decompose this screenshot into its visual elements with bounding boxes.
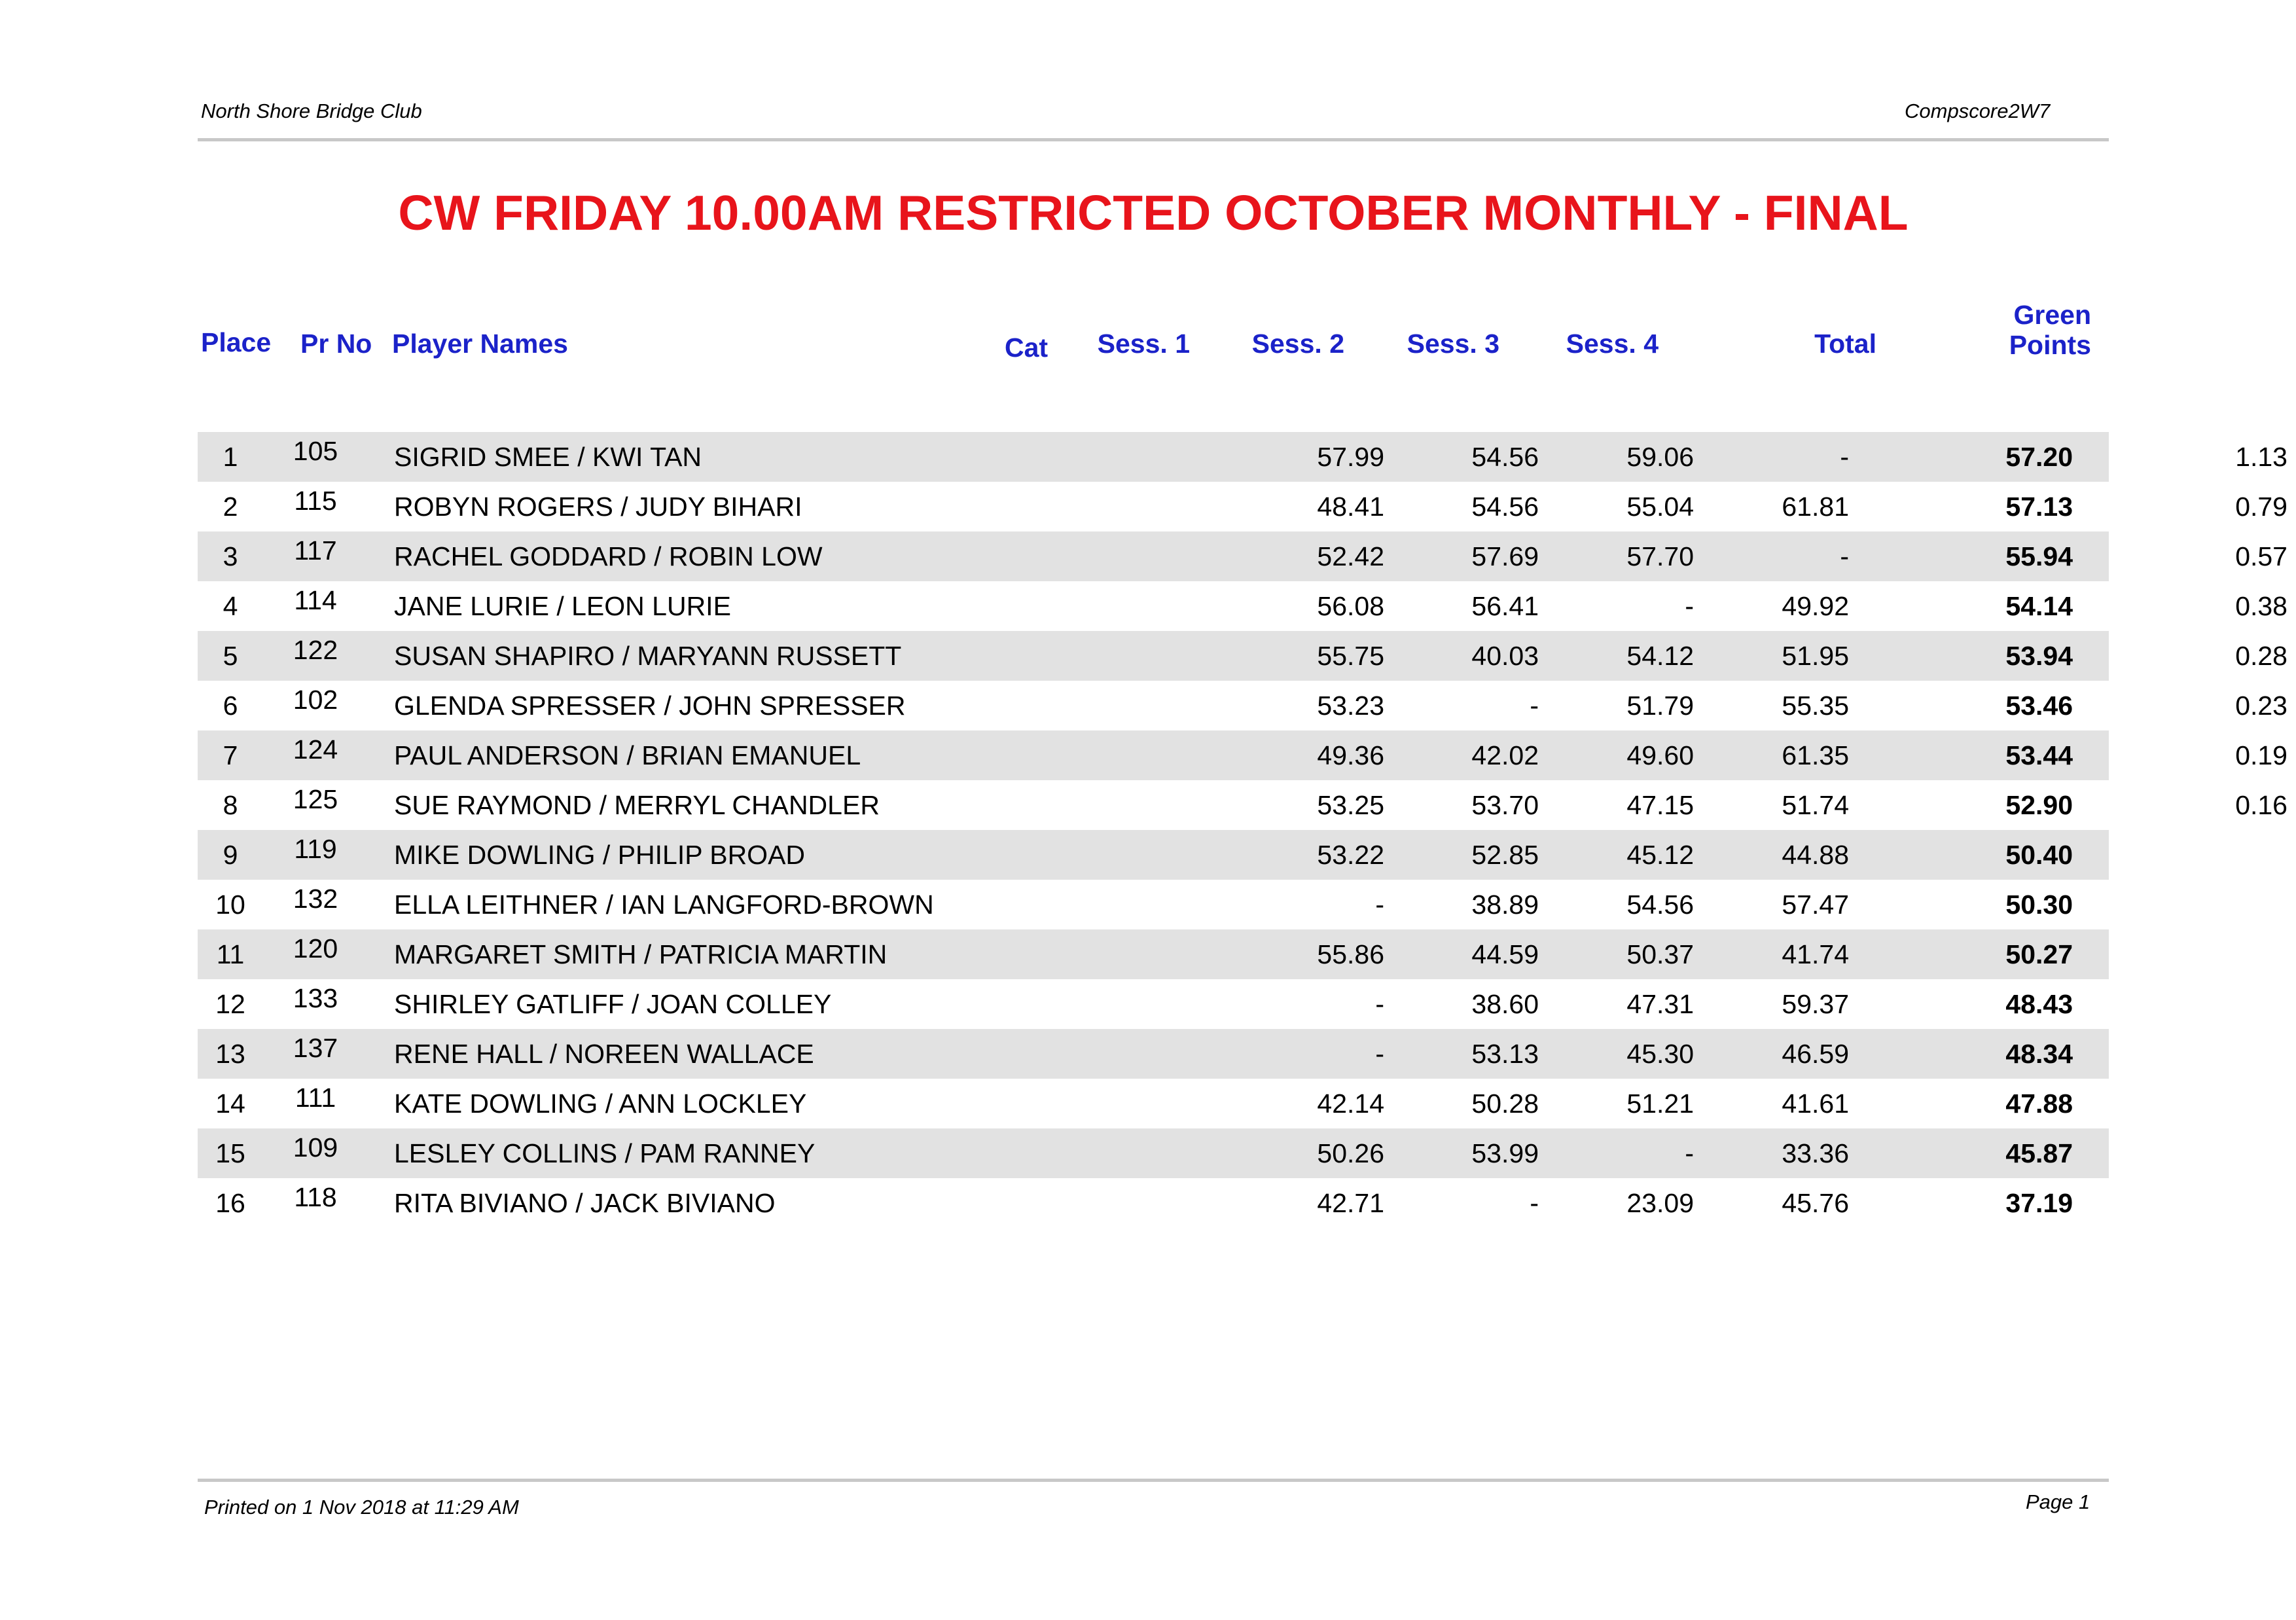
cell-sess1: -	[1375, 1039, 1384, 1069]
cell-cat	[983, 531, 1088, 581]
cell-sess1: 52.42	[1317, 541, 1384, 571]
cell-total: 37.19	[2005, 1188, 2073, 1218]
cell-player-names: RACHEL GODDARD / ROBIN LOW	[394, 541, 823, 571]
page-title: CW FRIDAY 10.00AM RESTRICTED OCTOBER MONTHLY - FINAL	[398, 185, 1909, 240]
cell-sess3: 54.12	[1626, 641, 1694, 671]
cell-cat	[983, 432, 1088, 482]
cell-place: 13	[215, 1039, 245, 1069]
cell-prno: 109	[293, 1132, 338, 1162]
cell-sess4: 45.76	[1782, 1188, 1849, 1218]
cell-green-points: 0.38	[2235, 591, 2287, 621]
cell-sess1: 55.75	[1317, 641, 1384, 671]
cell-sess3: 54.56	[1626, 890, 1694, 920]
cell-sess4: 41.74	[1782, 939, 1849, 969]
cell-player-names: MIKE DOWLING / PHILIP BROAD	[394, 840, 806, 870]
cell-sess3: 23.09	[1626, 1188, 1694, 1218]
cell-player-names: PAUL ANDERSON / BRIAN EMANUEL	[394, 740, 861, 770]
cell-green-points	[2030, 929, 2287, 979]
cell-sess1: -	[1375, 989, 1384, 1019]
cell-prno: 122	[293, 635, 338, 665]
cell-sess3: 49.60	[1626, 740, 1694, 770]
cell-prno: 118	[294, 1182, 337, 1212]
cell-prno: 102	[293, 685, 338, 715]
cell-green-points	[2030, 1178, 2287, 1228]
cell-place: 14	[215, 1089, 245, 1119]
cell-total: 54.14	[2005, 591, 2073, 621]
cell-sess3: 55.04	[1626, 492, 1694, 522]
cell-sess3: 47.15	[1626, 790, 1694, 820]
cell-cat	[983, 1029, 1088, 1079]
cell-sess4: 55.35	[1782, 691, 1849, 721]
cell-cat	[983, 929, 1088, 979]
cell-sess2: 44.59	[1471, 939, 1539, 969]
cell-sess1: 53.22	[1317, 840, 1384, 870]
cell-sess3: -	[1685, 1138, 1694, 1168]
table-row	[198, 581, 2287, 631]
cell-total: 53.94	[2005, 641, 2073, 671]
table-row	[198, 482, 2287, 531]
cell-total: 55.94	[2005, 541, 2073, 571]
cell-sess4: 46.59	[1782, 1039, 1849, 1069]
cell-sess4: 41.61	[1782, 1089, 1849, 1119]
cell-sess2: 53.13	[1471, 1039, 1539, 1069]
cell-sess2: 38.89	[1471, 890, 1539, 920]
col-header-sess3: Sess. 3	[1407, 329, 1499, 359]
col-header-place: Place	[201, 327, 272, 357]
table-row	[198, 1128, 2109, 1178]
cell-sess1: 55.86	[1317, 939, 1384, 969]
col-header-green: Green	[2013, 300, 2091, 330]
cell-cat	[983, 1079, 1088, 1128]
table-row	[198, 929, 2109, 979]
cell-green-points	[2030, 1128, 2287, 1178]
cell-place: 12	[215, 989, 245, 1019]
cell-sess1: 49.36	[1317, 740, 1384, 770]
cell-player-names: SUSAN SHAPIRO / MARYANN RUSSETT	[394, 641, 902, 671]
cell-sess2: 54.56	[1471, 442, 1539, 472]
cell-player-names: ELLA LEITHNER / IAN LANGFORD-BROWN	[394, 890, 934, 920]
cell-sess1: 53.23	[1317, 691, 1384, 721]
cell-sess1: 56.08	[1317, 591, 1384, 621]
cell-player-names: JANE LURIE / LEON LURIE	[394, 591, 731, 621]
cell-prno: 115	[294, 486, 337, 516]
cell-player-names: RITA BIVIANO / JACK BIVIANO	[394, 1188, 776, 1218]
cell-green-points	[2030, 979, 2287, 1029]
cell-green-points	[2030, 880, 2287, 929]
table-row	[198, 681, 2287, 730]
cell-green-points: 1.13	[2235, 442, 2287, 472]
cell-sess3: 51.21	[1626, 1089, 1694, 1119]
cell-prno: 119	[294, 834, 337, 864]
cell-total: 48.34	[2005, 1039, 2073, 1069]
cell-cat	[983, 830, 1088, 880]
cell-prno: 132	[293, 884, 338, 914]
club-name: North Shore Bridge Club	[201, 99, 422, 122]
col-header-sess4: Sess. 4	[1566, 329, 1659, 359]
cell-total: 57.20	[2005, 442, 2073, 472]
cell-cat	[983, 482, 1088, 531]
cell-place: 11	[216, 939, 245, 969]
cell-sess2: 53.70	[1471, 790, 1539, 820]
cell-prno: 114	[294, 585, 337, 615]
cell-sess3: 59.06	[1626, 442, 1694, 472]
cell-place: 5	[223, 641, 238, 671]
cell-prno: 133	[293, 983, 338, 1013]
cell-sess2: 56.41	[1471, 591, 1539, 621]
table-row	[198, 780, 2287, 830]
cell-sess4: 51.95	[1782, 641, 1849, 671]
table-row	[198, 531, 2287, 581]
cell-total: 57.13	[2005, 492, 2073, 522]
col-header-points: Points	[2009, 330, 2091, 360]
cell-total: 45.87	[2005, 1138, 2073, 1168]
cell-green-points	[2030, 1079, 2287, 1128]
cell-prno: 111	[295, 1083, 336, 1113]
cell-place: 8	[223, 790, 238, 820]
cell-player-names: LESLEY COLLINS / PAM RANNEY	[394, 1138, 816, 1168]
printed-date: Printed on 1 Nov 2018 at 11:29 AM	[204, 1496, 519, 1519]
cell-sess2: 54.56	[1471, 492, 1539, 522]
cell-place: 7	[223, 740, 238, 770]
cell-player-names: GLENDA SPRESSER / JOHN SPRESSER	[394, 691, 906, 721]
cell-place: 15	[215, 1138, 245, 1168]
cell-sess2: 40.03	[1471, 641, 1539, 671]
cell-cat	[983, 681, 1088, 730]
col-header-prno: Pr No	[300, 329, 372, 359]
col-header-cat: Cat	[1005, 333, 1049, 363]
cell-sess4: 44.88	[1782, 840, 1849, 870]
cell-player-names: RENE HALL / NOREEN WALLACE	[394, 1039, 814, 1069]
cell-player-names: KATE DOWLING / ANN LOCKLEY	[394, 1089, 807, 1119]
cell-player-names: ROBYN ROGERS / JUDY BIHARI	[394, 492, 802, 522]
cell-sess3: 47.31	[1626, 989, 1694, 1019]
footer-divider	[198, 1479, 2109, 1482]
cell-sess1: 53.25	[1317, 790, 1384, 820]
cell-sess1: 42.71	[1317, 1188, 1384, 1218]
cell-green-points	[2030, 830, 2287, 880]
cell-sess1: 57.99	[1317, 442, 1384, 472]
cell-sess2: 57.69	[1471, 541, 1539, 571]
cell-total: 50.40	[2005, 840, 2073, 870]
cell-total: 53.46	[2005, 691, 2073, 721]
col-header-total: Total	[1814, 329, 1876, 359]
cell-sess4: 49.92	[1782, 591, 1849, 621]
cell-sess3: -	[1685, 591, 1694, 621]
cell-sess4: 33.36	[1782, 1138, 1849, 1168]
cell-sess1: 42.14	[1317, 1089, 1384, 1119]
col-header-sess1: Sess. 1	[1097, 329, 1190, 359]
cell-player-names: SHIRLEY GATLIFF / JOAN COLLEY	[394, 989, 832, 1019]
cell-green-points: 0.57	[2235, 541, 2287, 571]
cell-total: 50.30	[2005, 890, 2073, 920]
cell-sess4: -	[1840, 541, 1849, 571]
cell-prno: 117	[294, 535, 337, 566]
cell-sess2: 38.60	[1471, 989, 1539, 1019]
cell-cat	[983, 631, 1088, 681]
header-divider	[198, 138, 2109, 141]
cell-sess1: 50.26	[1317, 1138, 1384, 1168]
cell-place: 4	[223, 591, 238, 621]
cell-cat	[983, 880, 1088, 929]
table-row	[198, 979, 2109, 1029]
cell-total: 50.27	[2005, 939, 2073, 969]
col-header-sess2: Sess. 2	[1251, 329, 1344, 359]
cell-sess4: 57.47	[1782, 890, 1849, 920]
cell-place: 10	[215, 890, 245, 920]
cell-total: 48.43	[2005, 989, 2073, 1019]
cell-sess1: 48.41	[1317, 492, 1384, 522]
cell-cat	[983, 1128, 1088, 1178]
cell-green-points: 0.79	[2235, 492, 2287, 522]
cell-total: 47.88	[2005, 1089, 2073, 1119]
cell-sess2: 53.99	[1471, 1138, 1539, 1168]
cell-sess4: 61.35	[1782, 740, 1849, 770]
cell-green-points: 0.28	[2235, 641, 2287, 671]
cell-sess4: 59.37	[1782, 989, 1849, 1019]
cell-prno: 124	[293, 734, 338, 765]
table-row	[198, 432, 2287, 482]
col-header-player-names: Player Names	[392, 329, 568, 359]
cell-total: 53.44	[2005, 740, 2073, 770]
cell-green-points: 0.23	[2235, 691, 2287, 721]
cell-prno: 137	[293, 1033, 338, 1063]
cell-sess1: -	[1375, 890, 1384, 920]
cell-cat	[983, 979, 1088, 1029]
cell-green-points: 0.16	[2235, 790, 2287, 820]
table-row	[198, 730, 2287, 780]
cell-place: 3	[223, 541, 238, 571]
table-row	[198, 830, 2109, 880]
page-number: Page 1	[2026, 1490, 2090, 1513]
table-row	[198, 1178, 2109, 1228]
cell-sess2: 52.85	[1471, 840, 1539, 870]
program-name: Compscore2W7	[1905, 99, 2051, 122]
cell-prno: 120	[293, 933, 338, 963]
cell-sess2: -	[1530, 691, 1539, 721]
cell-player-names: MARGARET SMITH / PATRICIA MARTIN	[394, 939, 888, 969]
cell-sess2: -	[1530, 1188, 1539, 1218]
cell-place: 16	[215, 1188, 245, 1218]
cell-sess3: 45.30	[1626, 1039, 1694, 1069]
cell-place: 9	[223, 840, 238, 870]
cell-sess2: 50.28	[1471, 1089, 1539, 1119]
cell-sess3: 57.70	[1626, 541, 1694, 571]
cell-sess3: 50.37	[1626, 939, 1694, 969]
cell-prno: 105	[293, 436, 338, 466]
cell-green-points	[2030, 1029, 2287, 1079]
table-row	[198, 631, 2287, 681]
cell-sess4: 61.81	[1782, 492, 1849, 522]
cell-sess3: 45.12	[1626, 840, 1694, 870]
cell-sess2: 42.02	[1471, 740, 1539, 770]
cell-total: 52.90	[2005, 790, 2073, 820]
cell-cat	[983, 1178, 1088, 1228]
cell-sess3: 51.79	[1626, 691, 1694, 721]
cell-sess4: 51.74	[1782, 790, 1849, 820]
cell-cat	[983, 581, 1088, 631]
cell-place: 2	[223, 492, 238, 522]
cell-green-points: 0.19	[2235, 740, 2287, 770]
table-row	[198, 1029, 2109, 1079]
cell-prno: 125	[293, 784, 338, 814]
cell-sess4: -	[1840, 442, 1849, 472]
table-row	[198, 880, 2109, 929]
cell-cat	[983, 730, 1088, 780]
results-table	[198, 432, 2287, 1228]
cell-cat	[983, 780, 1088, 830]
cell-player-names: SIGRID SMEE / KWI TAN	[394, 442, 702, 472]
cell-place: 1	[223, 442, 238, 472]
table-row	[198, 1079, 2109, 1128]
cell-player-names: SUE RAYMOND / MERRYL CHANDLER	[394, 790, 880, 820]
cell-place: 6	[223, 691, 238, 721]
